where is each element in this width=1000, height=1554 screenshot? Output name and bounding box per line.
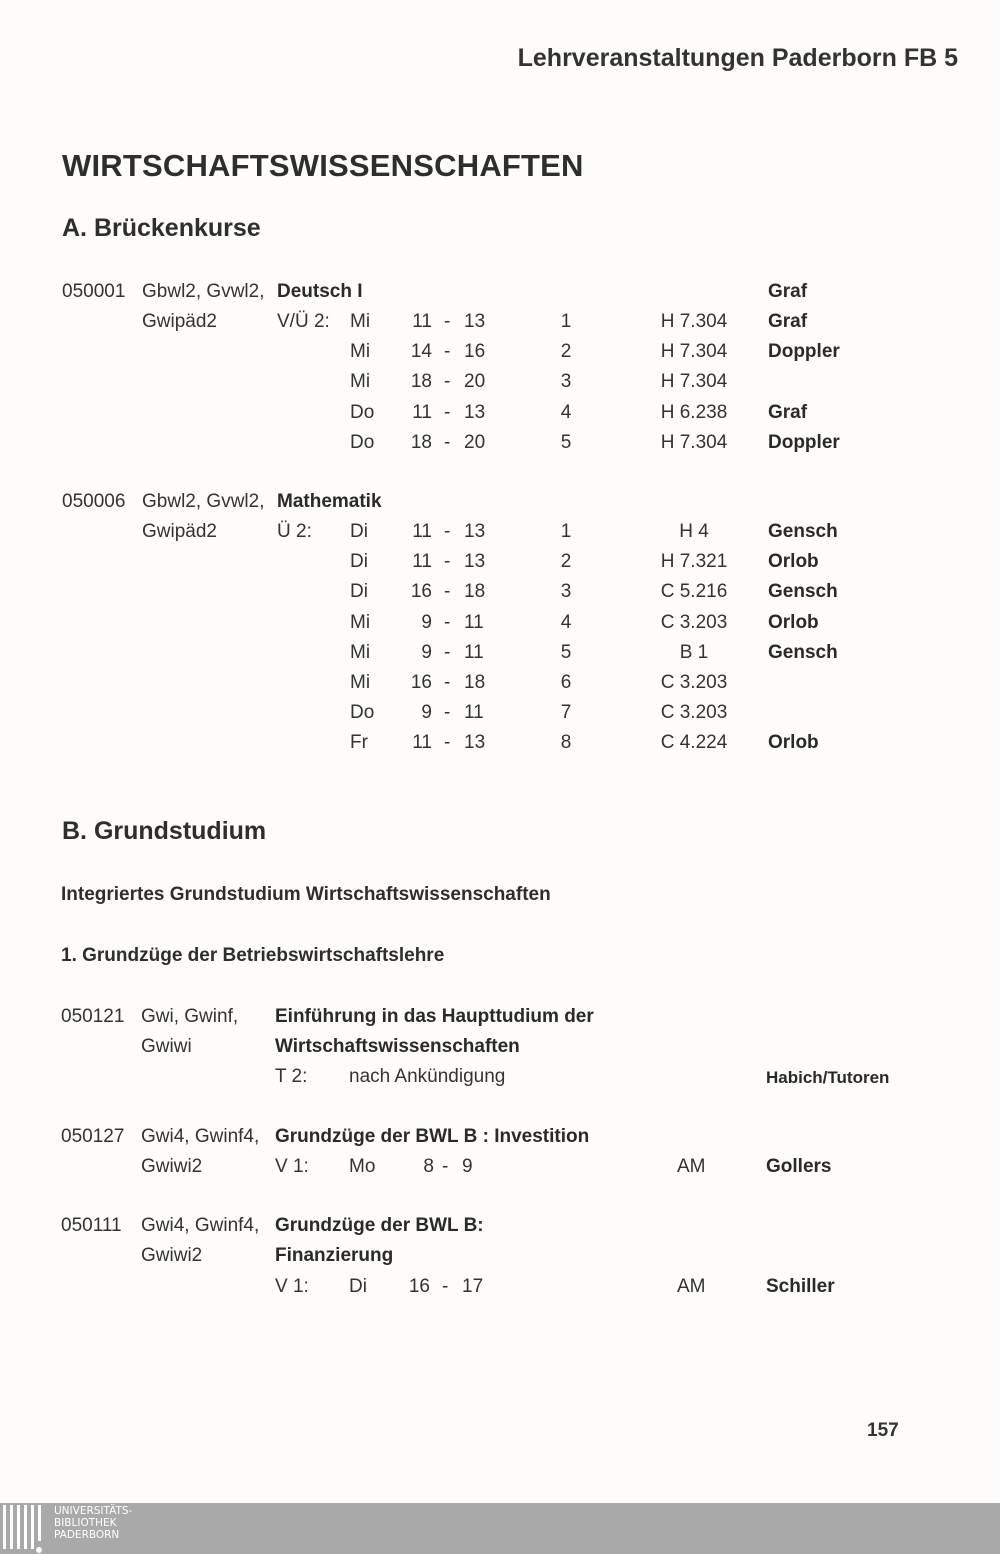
session-from: 11: [412, 551, 432, 573]
session-day: Mi: [350, 641, 371, 663]
session-room: H 7.304: [660, 431, 728, 453]
course-number: 050121: [61, 1006, 125, 1027]
session-to: 16: [464, 341, 486, 363]
course-groups: Gwi, Gwinf,: [141, 1006, 239, 1027]
library-name-line: UNIVERSITÄTS-: [54, 1505, 133, 1517]
page-number: 157: [867, 1420, 899, 1441]
session-lecturer: Doppler: [768, 431, 840, 453]
session-day: Do: [350, 702, 375, 724]
course-lecturer: Gollers: [766, 1156, 832, 1177]
session-day: Do: [350, 401, 375, 423]
session-day: Fr: [350, 732, 368, 754]
session-sep: -: [444, 521, 451, 542]
course-sep: -: [442, 1276, 449, 1297]
course-title: Grundzüge der BWL B:: [275, 1215, 484, 1236]
course-groups: Gwi4, Gwinf4,: [141, 1215, 260, 1236]
session-group: 6: [560, 672, 572, 693]
session-to: 13: [464, 401, 486, 423]
course-room: AM: [677, 1276, 706, 1297]
session-from: 11: [412, 401, 432, 423]
session-room: C 4.224: [660, 732, 728, 754]
session-to: 13: [464, 521, 486, 542]
session-day: Mi: [350, 611, 371, 633]
session-to: 13: [464, 551, 486, 573]
session-to: 20: [464, 371, 486, 393]
course-title: Einführung in das Haupttudium der: [275, 1006, 594, 1027]
course-type: T 2:: [275, 1066, 308, 1087]
session-group: 3: [560, 371, 572, 393]
session-lecturer: Orlob: [768, 611, 819, 633]
session-day: Di: [350, 581, 368, 603]
course-to: 17: [462, 1276, 484, 1297]
session-sep: -: [444, 551, 451, 573]
course-type: Ü 2:: [277, 521, 312, 542]
session-room: H 7.321: [660, 551, 728, 573]
session-sep: -: [444, 641, 451, 663]
library-name: [54, 1505, 132, 1541]
session-room: C 3.203: [660, 702, 728, 724]
course-groups-2: Gwiwi: [141, 1036, 192, 1057]
course-number: 050111: [61, 1215, 122, 1236]
session-sep: -: [444, 401, 451, 423]
session-from: 9: [421, 641, 432, 663]
course-number: 050001: [62, 281, 126, 302]
session-sep: -: [444, 702, 451, 724]
course-groups: Gbwl2, Gvwl2,: [142, 491, 265, 512]
session-room: B 1: [679, 641, 709, 663]
session-room: C 3.203: [660, 672, 728, 693]
section-b-subtitle: Integriertes Grundstudium Wirtschaftswissenschaften: [61, 884, 551, 905]
session-to: 20: [464, 431, 486, 453]
course-from: 8: [423, 1156, 434, 1177]
course-number: 050006: [62, 491, 126, 512]
session-from: 18: [410, 431, 432, 453]
session-sep: -: [444, 672, 451, 693]
section-b-heading: B. Grundstudium: [62, 817, 267, 845]
session-from: 18: [410, 371, 432, 393]
session-sep: -: [444, 611, 451, 633]
session-from: 14: [410, 341, 432, 363]
session-day: Di: [350, 521, 368, 542]
course-groups-2: Gwipäd2: [142, 311, 217, 332]
course-lecturer: Habich/Tutoren: [766, 1068, 890, 1087]
session-room: C 3.203: [660, 611, 728, 633]
session-room: H 7.304: [660, 371, 728, 393]
session-room: H 7.304: [660, 341, 728, 363]
session-sep: -: [444, 732, 451, 754]
session-room: H 4: [679, 521, 709, 542]
session-group: 8: [560, 732, 572, 754]
course-number: 050127: [61, 1126, 125, 1147]
session-from: 11: [412, 311, 432, 332]
session-group: 3: [560, 581, 572, 603]
session-from: 11: [412, 521, 432, 542]
session-lecturer: Graf: [768, 401, 808, 423]
course-from: 16: [408, 1276, 430, 1297]
session-from: 16: [410, 672, 432, 693]
course-day: Di: [349, 1276, 367, 1297]
session-sep: -: [444, 431, 451, 453]
session-sep: -: [444, 311, 451, 332]
course-to: 9: [462, 1156, 473, 1177]
running-header: Lehrveranstaltungen Paderborn FB 5: [517, 44, 958, 72]
course-sep: -: [442, 1156, 449, 1177]
library-name-line: PADERBORN: [54, 1529, 120, 1541]
session-to: 18: [464, 581, 486, 603]
session-group: 7: [560, 702, 572, 724]
session-to: 13: [464, 311, 486, 332]
session-from: 9: [421, 611, 432, 633]
session-group: 5: [560, 431, 572, 453]
course-groups-2: Gwiwi2: [141, 1245, 203, 1266]
session-group: 2: [560, 551, 572, 573]
session-sep: -: [444, 341, 451, 363]
library-footer-bar: [0, 1503, 1000, 1554]
session-day: Do: [350, 431, 375, 453]
session-lecturer: Orlob: [768, 551, 819, 573]
course-lecturer: Schiller: [766, 1276, 835, 1297]
session-from: 9: [421, 702, 432, 724]
library-logo-icon: [0, 1503, 46, 1554]
session-day: Mi: [350, 672, 371, 693]
course-lecturer: Graf: [768, 281, 808, 302]
course-title: Grundzüge der BWL B : Investition: [275, 1126, 590, 1147]
session-lecturer: Graf: [768, 311, 808, 332]
session-room: C 5.216: [660, 581, 728, 603]
session-from: 11: [412, 732, 432, 754]
session-lecturer: Gensch: [768, 521, 838, 542]
session-lecturer: Gensch: [768, 581, 838, 603]
course-groups-2: Gwipäd2: [142, 521, 217, 542]
course-schedule: nach Ankündigung: [349, 1066, 506, 1087]
course-title: Deutsch I: [277, 281, 363, 302]
course-room: AM: [677, 1156, 706, 1177]
session-group: 4: [560, 401, 572, 423]
session-room: H 7.304: [660, 311, 728, 332]
session-group: 4: [560, 611, 572, 633]
session-from: 16: [410, 581, 432, 603]
session-day: Mi: [350, 341, 371, 363]
course-type: V 1:: [275, 1156, 309, 1177]
section-a-heading: A. Brückenkurse: [62, 214, 261, 242]
session-lecturer: Orlob: [768, 732, 819, 754]
session-group: 5: [560, 641, 572, 663]
session-day: Mi: [350, 311, 371, 332]
course-groups-2: Gwiwi2: [141, 1156, 203, 1177]
subsection-heading: 1. Grundzüge der Betriebswirtschaftslehre: [61, 945, 445, 966]
page-title: WIRTSCHAFTSWISSENSCHAFTEN: [62, 148, 584, 183]
session-to: 18: [464, 672, 486, 693]
session-day: Mi: [350, 371, 371, 393]
course-title: Mathematik: [277, 491, 382, 512]
session-day: Di: [350, 551, 368, 573]
session-to: 11: [464, 702, 484, 724]
session-group: 2: [560, 341, 572, 363]
session-room: H 6.238: [660, 401, 728, 423]
library-name-line: BIBLIOTHEK: [54, 1517, 117, 1529]
session-lecturer: Gensch: [768, 641, 838, 663]
course-title-2: Finanzierung: [275, 1245, 394, 1266]
course-groups: Gbwl2, Gvwl2,: [142, 281, 265, 302]
session-to: 13: [464, 732, 486, 754]
session-to: 11: [464, 611, 484, 633]
session-lecturer: Doppler: [768, 341, 840, 363]
session-sep: -: [444, 581, 451, 603]
session-sep: -: [444, 371, 451, 393]
course-title-2: Wirtschaftswissenschaften: [275, 1036, 520, 1057]
course-groups: Gwi4, Gwinf4,: [141, 1126, 260, 1147]
session-group: 1: [560, 311, 572, 332]
session-to: 11: [464, 641, 484, 663]
session-group: 1: [560, 521, 572, 542]
course-type: V/Ü 2:: [277, 311, 330, 332]
course-type: V 1:: [275, 1276, 309, 1297]
course-day: Mo: [349, 1156, 376, 1177]
